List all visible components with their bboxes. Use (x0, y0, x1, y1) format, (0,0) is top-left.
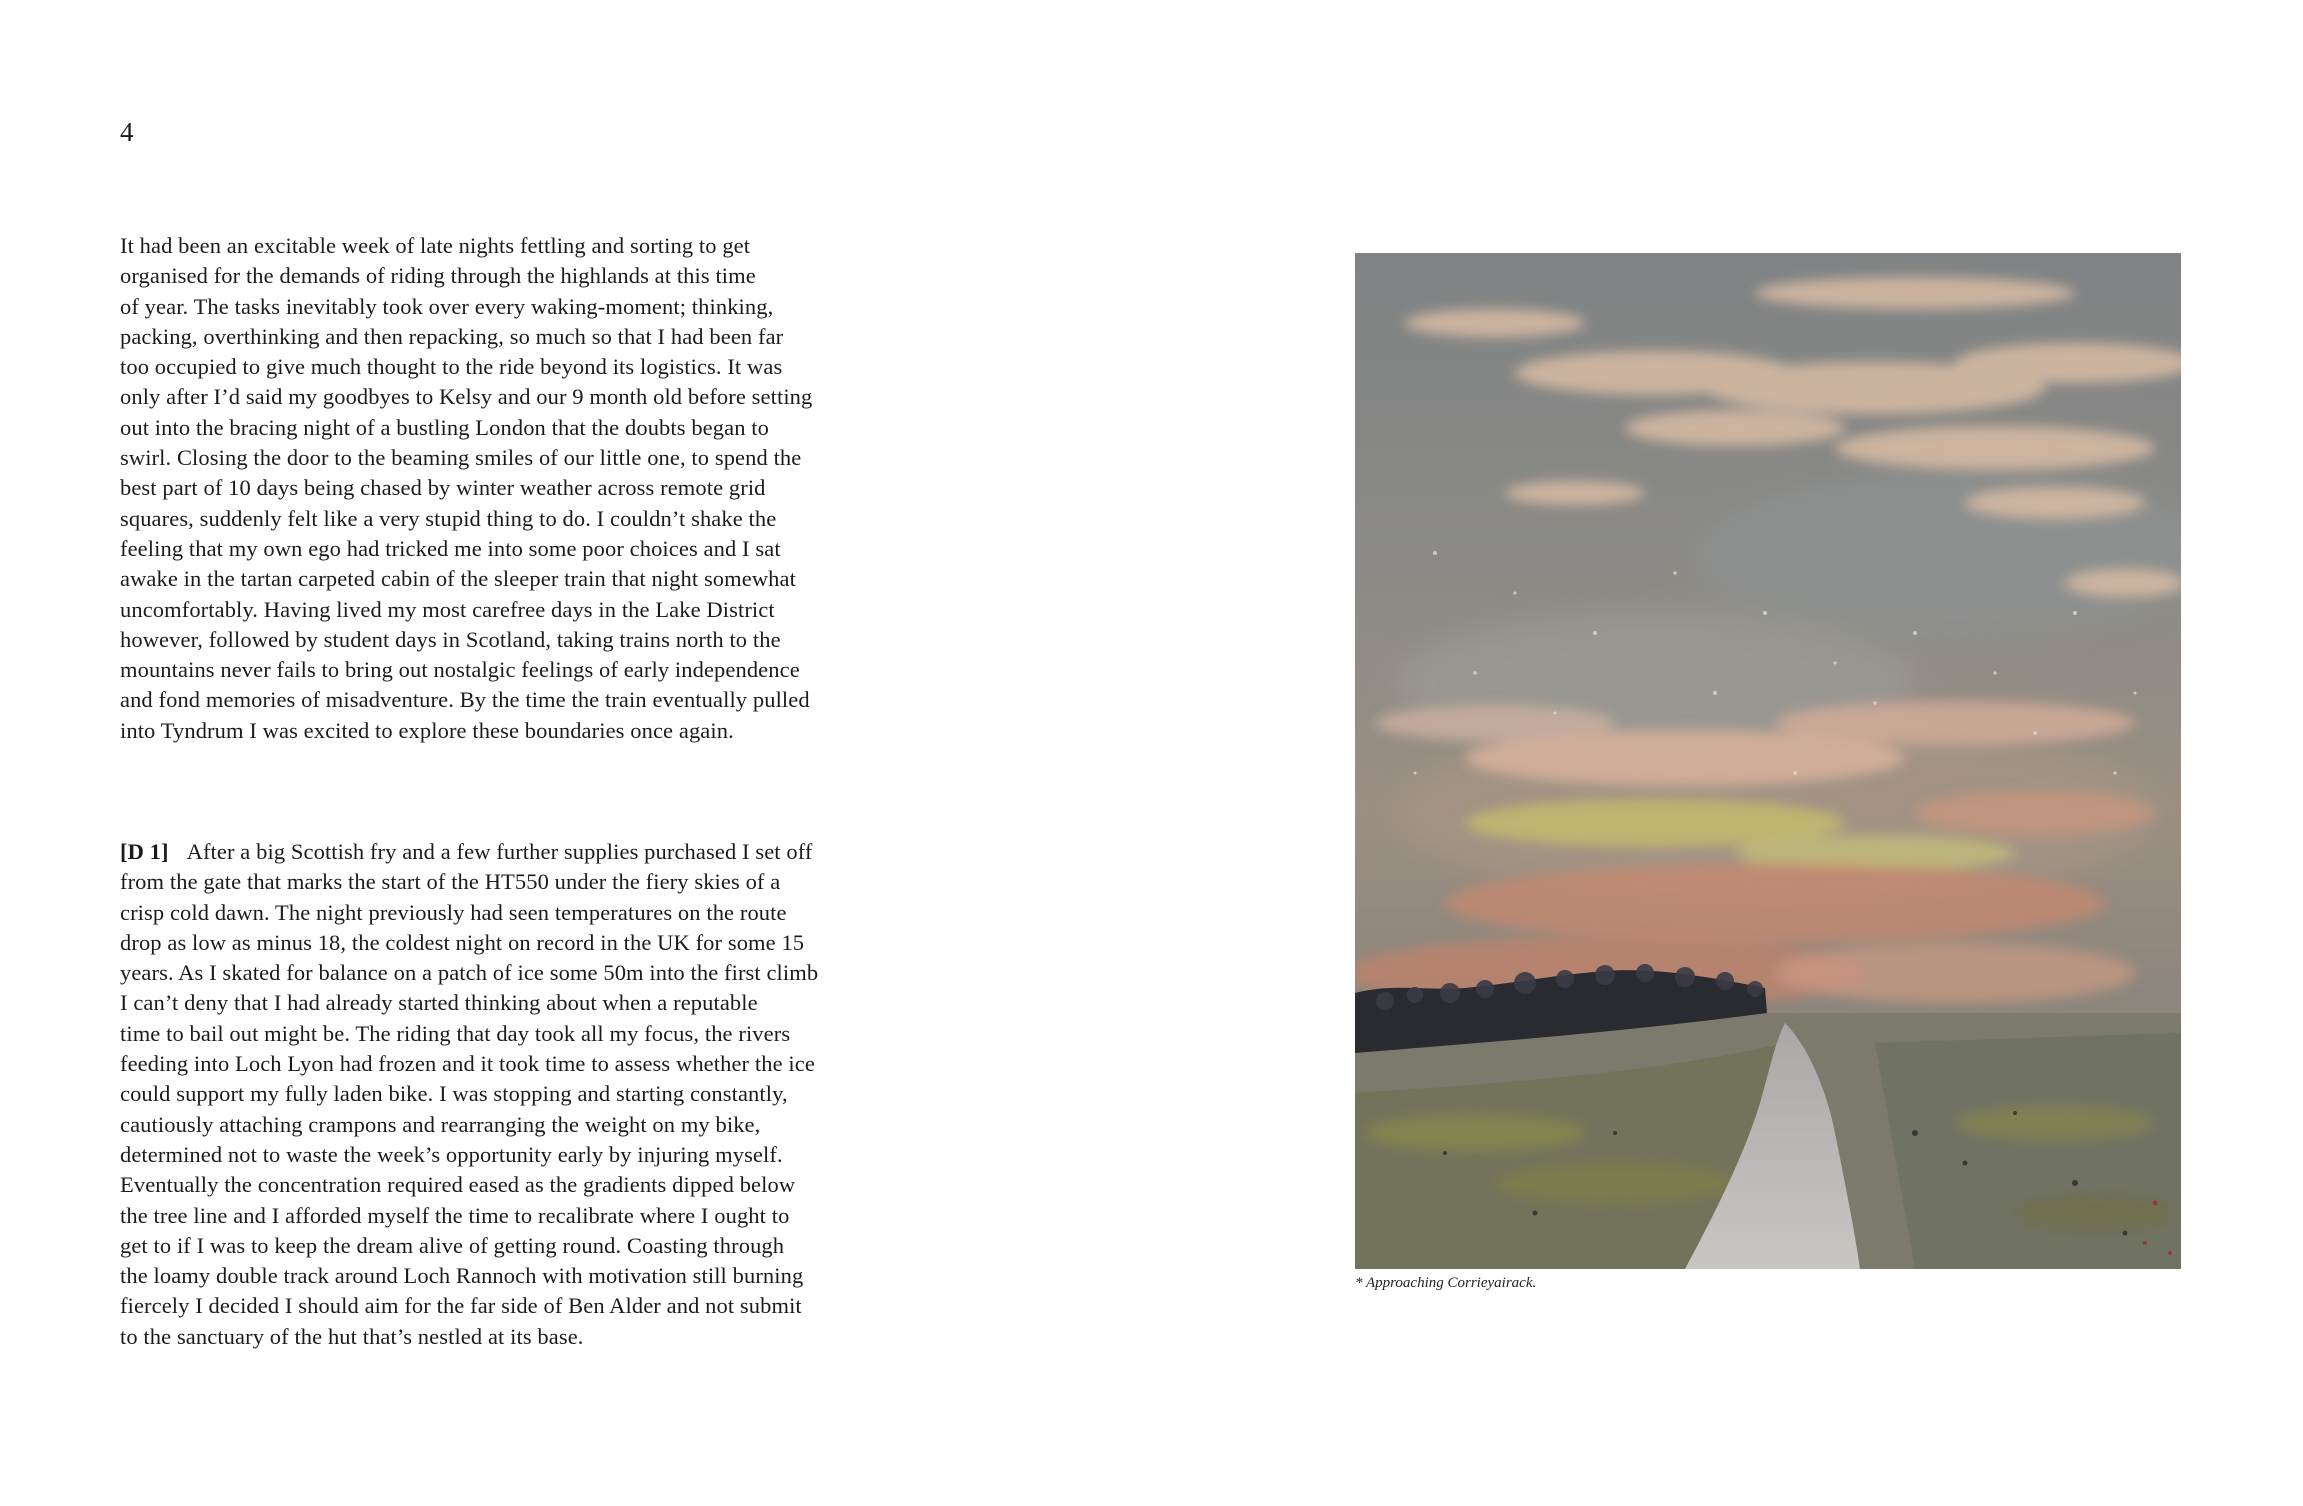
paragraph-intro (120, 231, 940, 746)
text-line: squares, suddenly felt like a very stupid thing to do. I couldn’t shake the (120, 505, 777, 531)
text-line: the tree line and I afforded myself the time to recalibrate where I ought to (120, 1202, 790, 1228)
text-line: best part of 10 days being chased by winter weather across remote grid (120, 475, 766, 501)
text-line: It had been an excitable week of late nights fettling and sorting to get (120, 233, 751, 258)
page-number: 4 (120, 117, 134, 147)
text-line: feeling that my own ego had tricked me into some poor choices and I sat (120, 535, 781, 561)
text-line: get to if I was to keep the dream alive of getting round. Coasting through (120, 1232, 785, 1258)
text-line: packing, overthinking and then repacking, so much so that I had been far (120, 323, 784, 349)
figure-caption: * Approaching Corrieyairack. (1355, 1275, 1537, 1291)
text-line: to the sanctuary of the hut that’s nestled at its base. (120, 1323, 584, 1349)
text-line: organised for the demands of riding through the highlands at this time (120, 263, 756, 289)
text-line: the loamy double track around Loch Rannoch with motivation still burning (120, 1263, 804, 1289)
landscape-painting (1355, 253, 2181, 1269)
text-line: uncomfortably. Having lived my most carefree days in the Lake District (120, 596, 775, 622)
text-line: feeding into Loch Lyon had frozen and it took time to assess whether the ice (120, 1051, 815, 1077)
text-line: and fond memories of misadventure. By the time the train eventually pulled (120, 687, 810, 713)
text-line: fiercely I decided I should aim for the far side of Ben Alder and not submit (120, 1293, 802, 1319)
text-line: mountains never fails to bring out nostalgic feelings of early independence (120, 657, 800, 683)
text-line: drop as low as minus 18, the coldest night on record in the UK for some 15 (120, 929, 805, 955)
text-line: Eventually the concentration required eased as the gradients dipped below (120, 1172, 796, 1198)
text-line: swirl. Closing the door to the beaming smiles of our little one, to spend the (120, 445, 802, 471)
text-line: could support my fully laden bike. I was stopping and starting constantly, (120, 1081, 788, 1107)
text-line-first (120, 837, 940, 867)
text-line: too occupied to give much thought to the ride beyond its logistics. It was (120, 354, 783, 380)
text-line: years. As I skated for balance on a patch of ice some 50m into the first climb (120, 960, 819, 986)
text-line: I can’t deny that I had already started thinking about when a reputable (120, 990, 758, 1016)
text-line: cautiously attaching crampons and rearranging the weight on my bike, (120, 1111, 761, 1137)
text-line: from the gate that marks the start of the HT550 under the fiery skies of a (120, 869, 781, 895)
text-line: crisp cold dawn. The night previously had seen temperatures on the route (120, 899, 787, 925)
text-line: into Tyndrum I was excited to explore these boundaries once again. (120, 717, 734, 743)
text-line: determined not to waste the week’s opportunity early by injuring myself. (120, 1141, 783, 1167)
text-line: however, followed by student days in Scotland, taking trains north to the (120, 626, 781, 652)
day-marker: [D 1] (120, 839, 169, 864)
text-line: out into the bracing night of a bustling London that the doubts began to (120, 414, 769, 440)
text-line: time to bail out might be. The riding that day took all my focus, the rivers (120, 1020, 791, 1046)
text-line: only after I’d said my goodbyes to Kelsy and our 9 month old before setting (120, 384, 813, 410)
text-line: of year. The tasks inevitably took over every waking-moment; thinking, (120, 293, 774, 319)
paragraph-day-1 (120, 837, 940, 1352)
text-line-first-content: After a big Scottish fry and a few further supplies purchased I set off (186, 839, 813, 864)
text-line: awake in the tartan carpeted cabin of the sleeper train that night somewhat (120, 566, 796, 592)
